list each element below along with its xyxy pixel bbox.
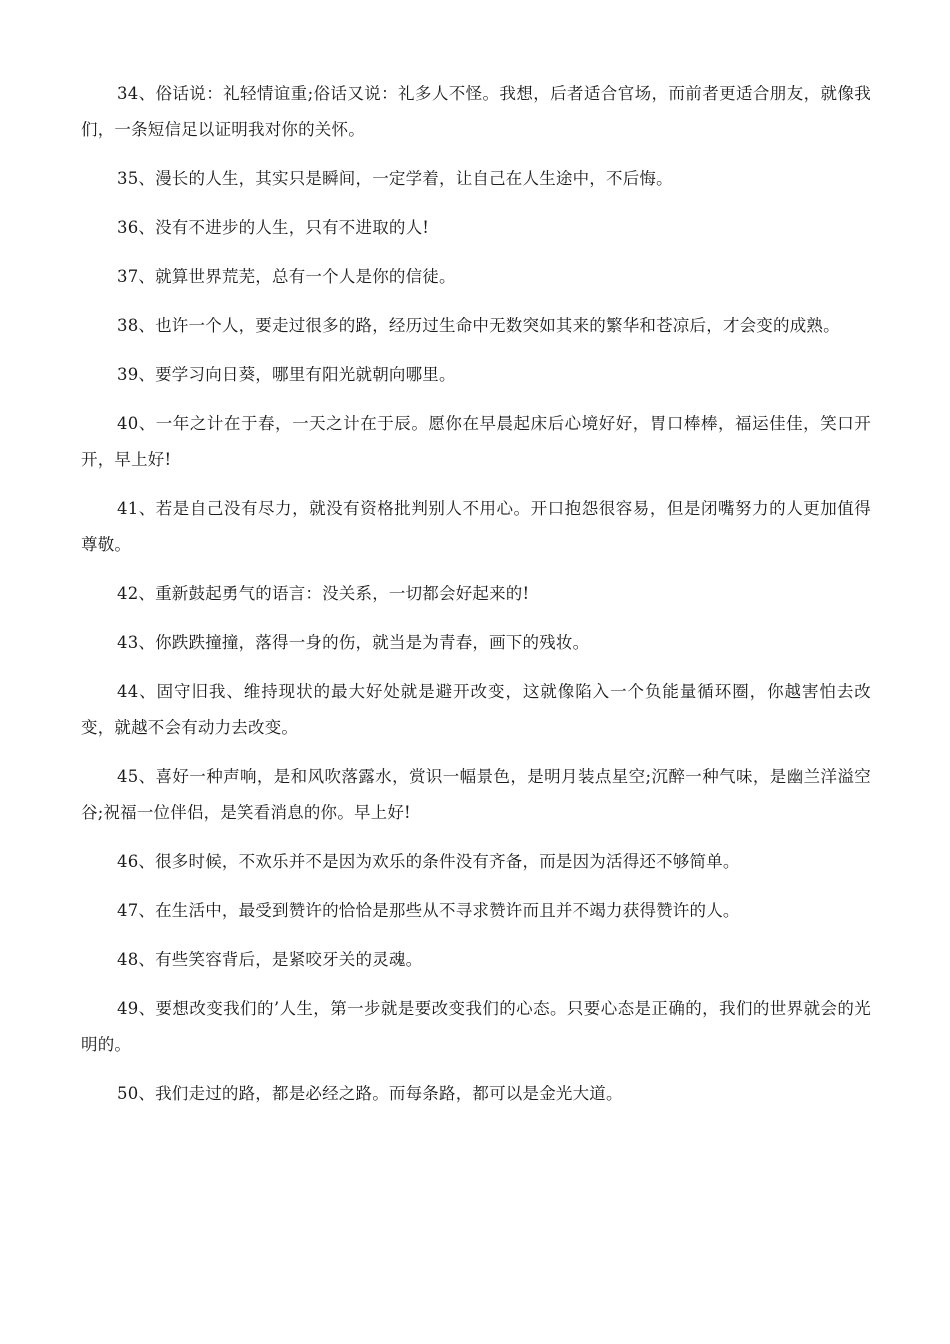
- paragraph-47: 47、在生活中，最受到赞许的恰恰是那些从不寻求赞许而且并不竭力获得赞许的人。: [117, 901, 740, 920]
- paragraph-39: 39、要学习向日葵，哪里有阳光就朝向哪里。: [117, 365, 456, 384]
- paragraph-36: 36、没有不进步的人生，只有不进取的人!: [117, 218, 430, 237]
- paragraph-40: 40、一年之计在于春，一天之计在于辰。愿你在早晨起床后心境好好，胃口棒棒，福运佳佳，笑口开开，早上好!: [81, 414, 871, 469]
- paragraph-49: 49、要想改变我们的’人生，第一步就是要改变我们的心态。只要心态是正确的，我们的世界就会的光明的。: [81, 999, 871, 1054]
- document-body: [81, 76, 871, 1125]
- paragraph-38: 38、也许一个人，要走过很多的路，经历过生命中无数突如其来的繁华和苍凉后，才会变的成熟。: [117, 316, 840, 335]
- paragraph-43: 43、你跌跌撞撞，落得一身的伤，就当是为青春，画下的残妆。: [117, 633, 590, 652]
- paragraph-35: 35、漫长的人生，其实只是瞬间，一定学着，让自己在人生途中，不后悔。: [117, 169, 673, 188]
- paragraph-46: 46、很多时候，不欢乐并不是因为欢乐的条件没有齐备，而是因为活得还不够简单。: [117, 852, 740, 871]
- paragraph-41: 41、若是自己没有尽力，就没有资格批判别人不用心。开口抱怨很容易，但是闭嘴努力的人更加值得尊敬。: [81, 499, 871, 554]
- paragraph-45: 45、喜好一种声响，是和风吹落露水，赏识一幅景色，是明月装点星空;沉醉一种气味，是幽兰洋溢空谷;祝福一位伴侣，是笑看消息的你。早上好!: [81, 767, 871, 822]
- paragraph-50: 50、我们走过的路，都是必经之路。而每条路，都可以是金光大道。: [117, 1084, 623, 1103]
- paragraph-44: 44、固守旧我、维持现状的最大好处就是避开改变，这就像陷入一个负能量循环圈，你越害怕去改变，就越不会有动力去改变。: [81, 682, 871, 737]
- paragraph-37: 37、就算世界荒芜，总有一个人是你的信徒。: [117, 267, 456, 286]
- paragraph-48: 48、有些笑容背后，是紧咬牙关的灵魂。: [117, 950, 423, 969]
- paragraph-34: 34、俗话说：礼轻情谊重;俗话又说：礼多人不怪。我想，后者适合官场，而前者更适合朋友，就像我们，一条短信足以证明我对你的关怀。: [81, 84, 871, 139]
- paragraph-42: 42、重新鼓起勇气的语言：没关系，一切都会好起来的!: [117, 584, 530, 603]
